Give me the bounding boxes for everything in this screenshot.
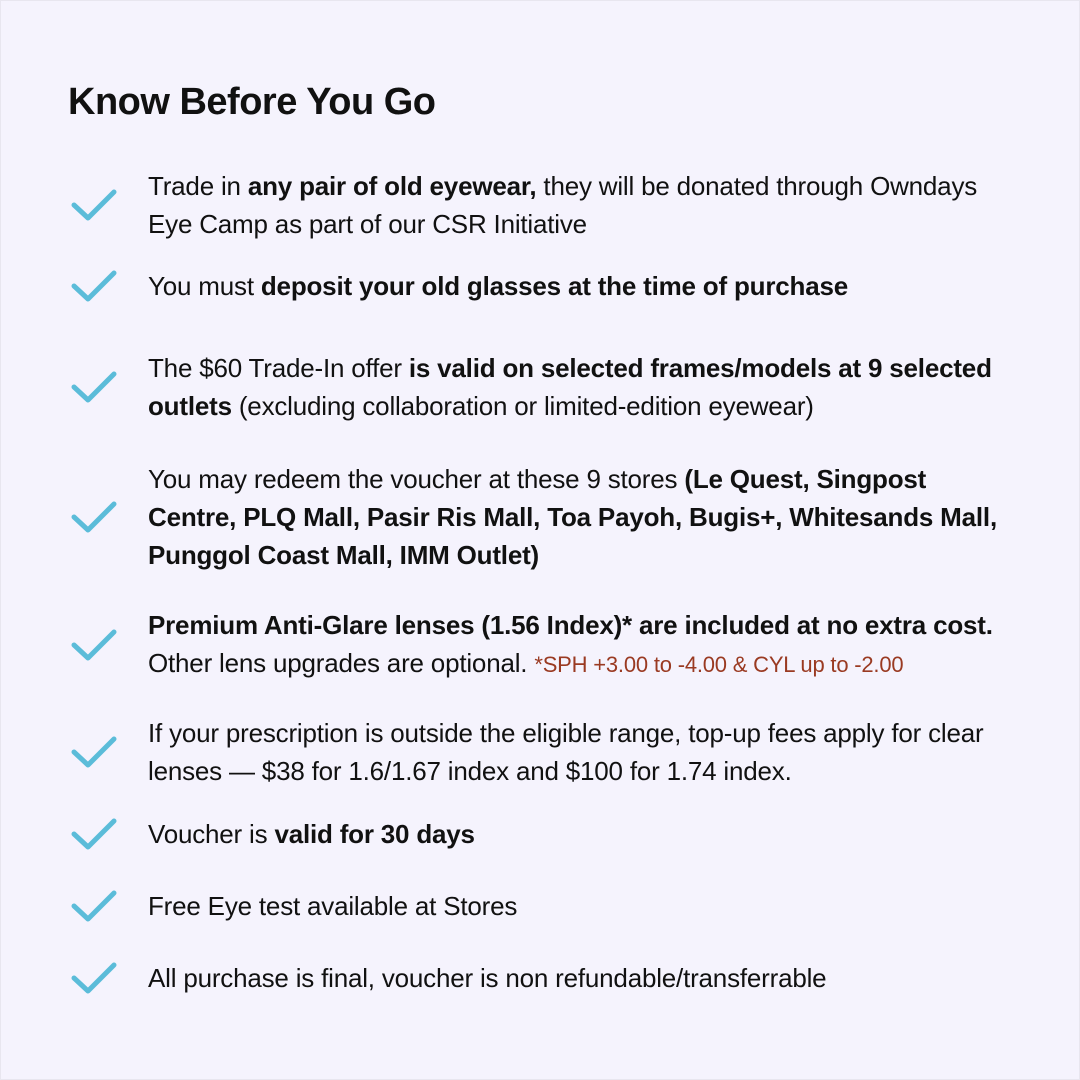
item-text [148, 815, 1020, 853]
item-text-bold: valid for 30 days [274, 819, 475, 849]
item-text-plain: Trade in [148, 171, 248, 201]
item-text-plain: If your prescription is outside the eligible range, top-up fees apply for clear lenses — $38 for 1.6/1.67 index and $100 for 1.74 index. [148, 718, 984, 786]
item-text-bold: is valid on selected frames/models at 9 selected outlets [148, 353, 992, 421]
list-item [70, 814, 1020, 854]
item-text-bold: any pair of old eyewear, [247, 171, 537, 201]
item-text-plain: Free Eye test available at Stores [148, 891, 518, 921]
check-icon [70, 958, 122, 998]
item-text [148, 460, 1020, 574]
item-text [148, 959, 1020, 997]
item-text [148, 606, 1020, 684]
item-text [148, 349, 1020, 425]
check-icon [70, 732, 122, 772]
list-item [70, 886, 1020, 926]
check-icon [70, 497, 122, 537]
item-text-plain: Voucher is [148, 819, 275, 849]
list-item [70, 714, 1020, 790]
list-item [70, 460, 1020, 574]
item-text-plain: You must [148, 271, 261, 301]
list-item [70, 266, 1020, 306]
check-icon [70, 625, 122, 665]
item-text-plain: they will be donated through Owndays Eye Camp as part of our CSR Initiative [148, 171, 978, 239]
item-text [148, 267, 1020, 305]
check-icon [70, 814, 122, 854]
check-icon [70, 185, 122, 225]
item-text [148, 714, 1020, 790]
list-item [70, 330, 1020, 444]
item-text-bold: (Le Quest, Singpost Centre, PLQ Mall, Pasir Ris Mall, Toa Payoh, Bugis+, Whitesands Mall, Punggol Coast Mall, IMM Outlet) [148, 464, 997, 570]
page-title: Know Before You Go [68, 81, 436, 123]
list-item [70, 167, 1020, 243]
item-text-bold: deposit your old glasses at the time of purchase [260, 271, 848, 301]
check-icon [70, 266, 122, 306]
item-text [148, 167, 1020, 243]
item-text [148, 887, 1020, 925]
lens-range-note: *SPH +3.00 to -4.00 & CYL up to -2.00 [534, 652, 904, 677]
list-item [70, 590, 1020, 700]
check-icon [70, 367, 122, 407]
item-text-bold: Premium Anti-Glare lenses (1.56 Index)* are included at no extra cost. [148, 610, 993, 640]
item-text-plain: You may redeem the voucher at these 9 stores [148, 464, 685, 494]
list-item [70, 958, 1020, 998]
check-icon [70, 886, 122, 926]
item-text-plain: The $60 Trade-In offer [148, 353, 409, 383]
item-text-plain: Other lens upgrades are optional. [148, 648, 535, 678]
item-text-plain: (excluding collaboration or limited-edition eyewear) [231, 391, 814, 421]
item-text-plain: All purchase is final, voucher is non refundable/transferrable [148, 963, 827, 993]
